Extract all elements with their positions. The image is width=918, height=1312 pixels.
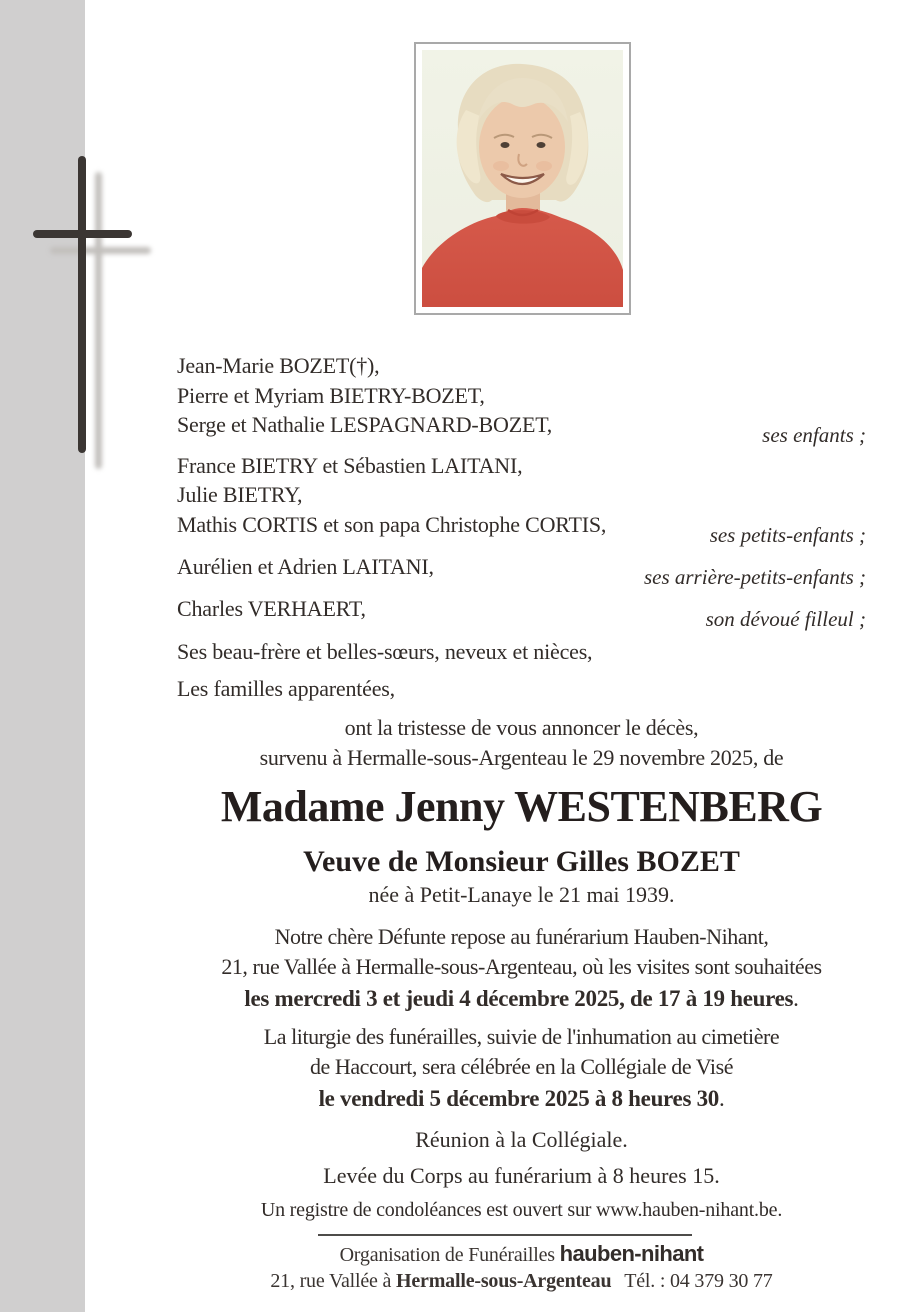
portrait-photo bbox=[422, 50, 623, 307]
relation-label: son dévoué filleul ; bbox=[705, 606, 866, 631]
funeral-paragraph bbox=[177, 1022, 866, 1115]
reunion-line: Réunion à la Collégiale. bbox=[415, 1127, 628, 1152]
visitation-dates-line: les mercredi 3 et jeudi 4 décembre 2025, de 17 à 19 heures. bbox=[244, 986, 799, 1011]
family-name-line: Serge et Nathalie LESPAGNARD-BOZET, bbox=[177, 412, 553, 437]
footer-divider bbox=[318, 1234, 692, 1236]
family-group-children bbox=[177, 351, 866, 447]
footer-address-prefix: 21, rue Vallée à bbox=[270, 1270, 392, 1292]
levee-du-corps-line: Levée du Corps au funérarium à 8 heures 15. bbox=[323, 1163, 720, 1188]
deceased-name-title: Madame Jenny WESTENBERG bbox=[220, 782, 823, 831]
family-group-grandchildren bbox=[177, 451, 866, 547]
funeral-date-line: le vendredi 5 décembre 2025 à 8 heures 30. bbox=[318, 1086, 725, 1111]
footer-address-town: Hermalle-sous-Argenteau bbox=[396, 1270, 612, 1292]
hauben-nihant-logo: hauben-nihant bbox=[559, 1241, 704, 1266]
cross-shadow bbox=[95, 172, 102, 469]
memorial-cross-icon bbox=[78, 156, 86, 453]
family-name-line: Jean-Marie BOZET(†), bbox=[177, 353, 380, 378]
footer-organisation-text: Organisation de Funérailles bbox=[339, 1244, 555, 1266]
announcement-line: ont la tristesse de vous annoncer le décès, bbox=[344, 715, 699, 740]
visitation-line: Notre chère Défunte repose au funérarium Hauben-Nihant, bbox=[274, 924, 769, 949]
family-name-line: Ses beau-frère et belles-sœurs, neveux et nièces, bbox=[177, 639, 593, 664]
visitation-line: 21, rue Vallée à Hermalle-sous-Argenteau, où les visites sont souhaitées bbox=[221, 954, 822, 979]
relation-label: ses arrière-petits-enfants ; bbox=[643, 565, 866, 589]
relation-label: ses petits-enfants ; bbox=[709, 522, 866, 547]
footer-organisation-line bbox=[177, 1241, 866, 1268]
cross-shadow bbox=[50, 247, 151, 254]
left-gray-strip bbox=[0, 0, 85, 1312]
family-group-related bbox=[177, 674, 866, 704]
footer-phone: Tél. : 04 379 30 77 bbox=[624, 1270, 773, 1292]
family-name-line: Aurélien et Adrien LAITANI, bbox=[177, 554, 434, 579]
family-name-line: Les familles apparentées, bbox=[177, 675, 395, 701]
visitation-paragraph bbox=[177, 922, 866, 1015]
announcement-intro bbox=[177, 713, 866, 773]
condolence-register-line: Un registre de condoléances est ouvert sur www.hauben-nihant.be. bbox=[260, 1199, 783, 1221]
funeral-line: de Haccourt, sera célébrée en la Collégiale de Visé bbox=[309, 1054, 734, 1079]
memorial-cross-icon bbox=[33, 230, 132, 238]
family-name-line: Mathis CORTIS et son papa Christophe CORTIS, bbox=[177, 511, 607, 537]
family-group-great-grandchildren bbox=[177, 552, 866, 589]
footer-address-line bbox=[177, 1268, 866, 1294]
family-name-line: France BIETRY et Sébastien LAITANI, bbox=[177, 452, 523, 478]
relation-label: ses enfants ; bbox=[762, 423, 866, 447]
announcement-line: survenu à Hermalle-sous-Argenteau le 29 novembre 2025, de bbox=[259, 745, 784, 770]
deceased-subtitle: Veuve de Monsieur Gilles BOZET bbox=[303, 845, 740, 878]
family-name-line: Charles VERHAERT, bbox=[177, 595, 366, 621]
family-group-inlaws bbox=[177, 637, 866, 667]
portrait-photo-frame bbox=[414, 42, 631, 315]
announcement-content bbox=[177, 351, 866, 1294]
birth-info-line: née à Petit-Lanaye le 21 mai 1939. bbox=[368, 882, 675, 907]
family-name-line: Pierre et Myriam BIETRY-BOZET, bbox=[177, 382, 485, 408]
family-group-godson bbox=[177, 594, 866, 631]
funeral-line: La liturgie des funérailles, suivie de l'inhumation au cimetière bbox=[263, 1024, 780, 1049]
family-name-line: Julie BIETRY, bbox=[177, 482, 303, 507]
footer bbox=[177, 1241, 866, 1294]
